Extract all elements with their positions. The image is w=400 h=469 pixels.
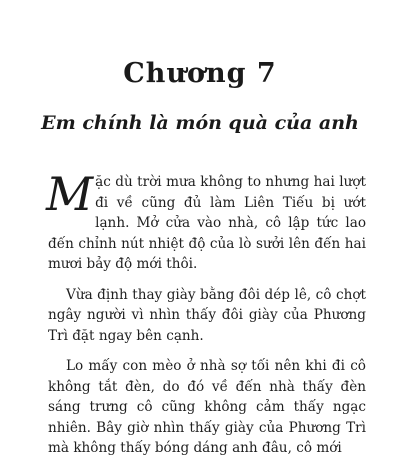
chapter-title: Chương 7 <box>123 58 277 89</box>
paragraph-2: Vừa định thay giày bằng đôi dép lê, cô chợt ngây người vì nhìn thấy đôi giày của Phương Trì đặt ngay bên cạnh. <box>48 286 366 344</box>
paragraph-3: Lo mấy con mèo ở nhà sợ tối nên khi đi cô không tắt đèn, do đó về đến nhà thấy đèn sáng trưng cô cũng không cảm thấy ngạc nhiên. Bây giờ nhìn thấy giày của Phương Trì mà không thấy bóng dáng anh đâu, cô mới <box>48 358 366 456</box>
paragraph-1-text: ặc dù trời mưa không to nhưng hai lượt đi về cũng đủ làm Liên Tiếu bị ướt lạnh. Mở cửa vào nhà, cô lập tức lao đến chỉnh nút nhiệt độ của lò sưởi lên đến hai mươi bảy độ mới thôi. <box>48 174 366 272</box>
drop-cap: M <box>46 167 94 221</box>
chapter-subtitle: Em chính là món quà của anh <box>41 112 359 134</box>
body-text <box>46 167 366 469</box>
paragraph-1 <box>46 167 366 275</box>
